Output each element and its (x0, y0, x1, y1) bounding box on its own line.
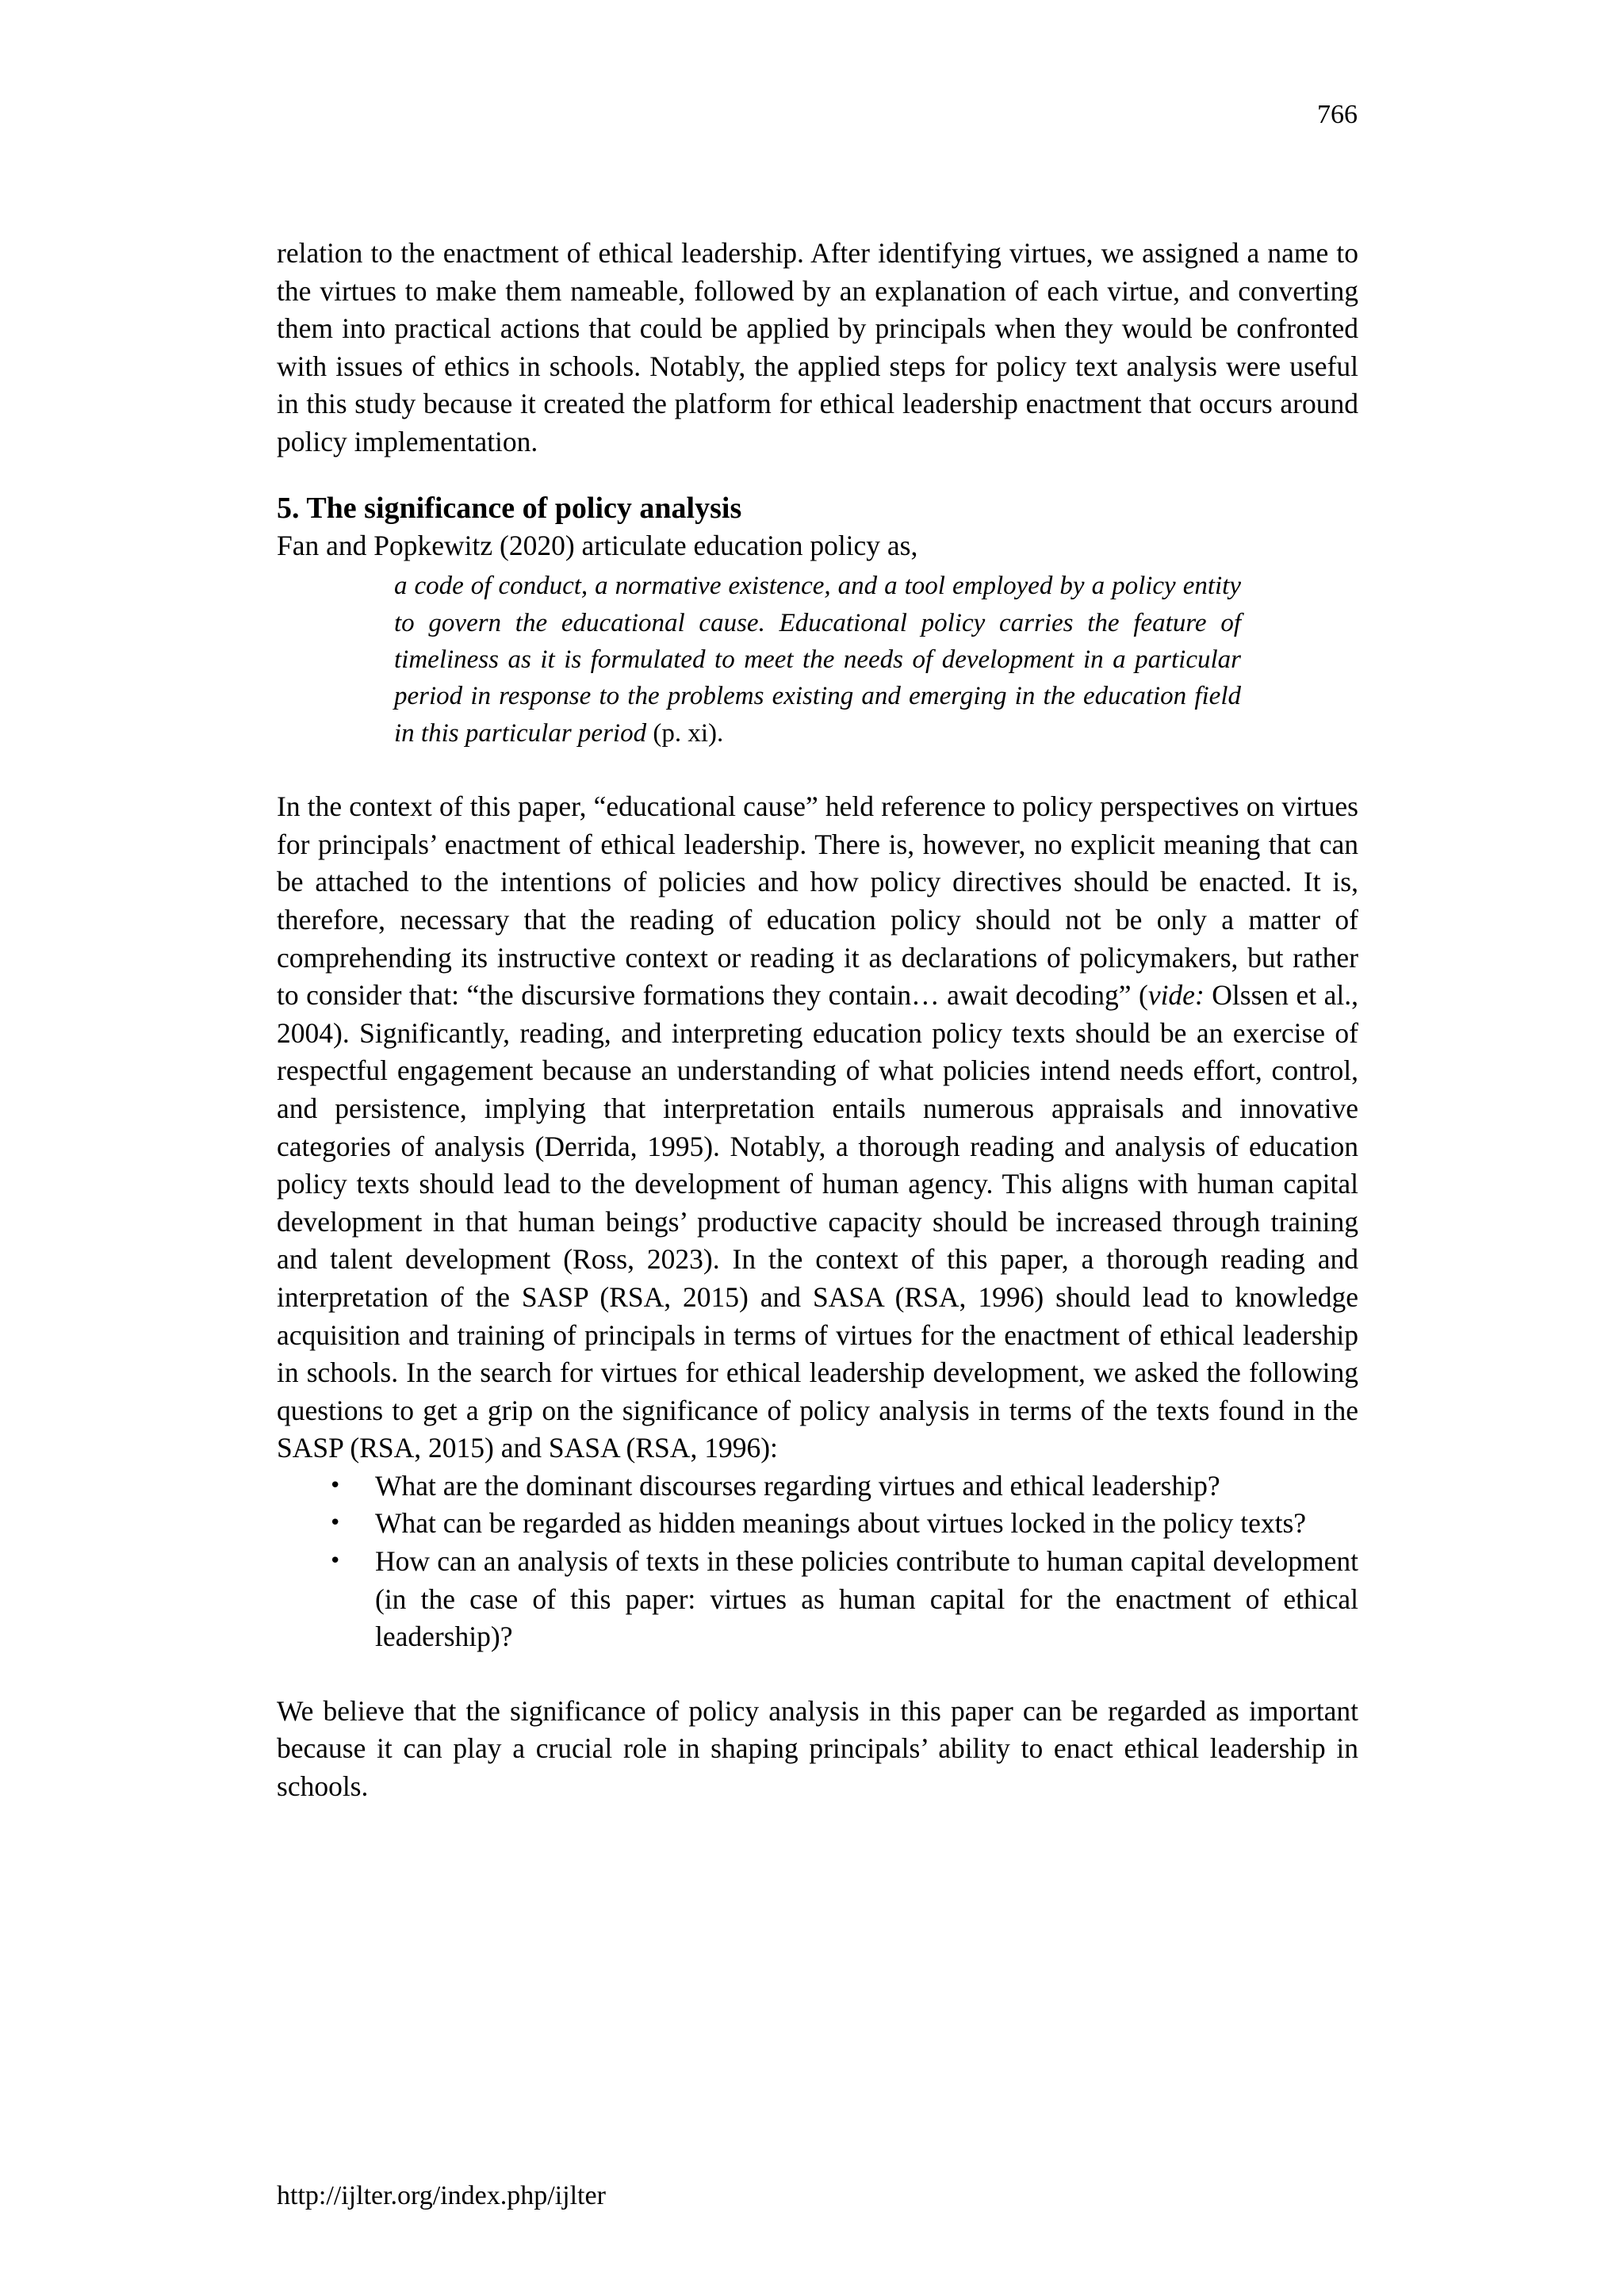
list-item (277, 1505, 1358, 1543)
main-paragraph-part-2: Olssen et al., 2004). Significantly, reading, and interpreting education policy texts should be an exercise of respectful engagement because an understanding of what policies intend needs effort, control, and persistence, implying that interpretation entails numerous appraisals and innovative categories of analysis (Derrida, 1995). Notably, a thorough reading and analysis of education policy texts should lead to the development of human agency. This aligns with human capital development in that human beings’ productive capacity should be increased through training and talent development (Ross, 2023). In the context of this paper, a thorough reading and interpretation of the SASP (RSA, 2015) and SASA (RSA, 1996) should lead to knowledge acquisition and training of principals in terms of virtues for the enactment of ethical leadership in schools. In the search for virtues for ethical leadership development, we asked the following questions to get a grip on the significance of policy analysis in terms of the texts found in the SASP (RSA, 2015) and SASA (RSA, 1996): (277, 979, 1358, 1464)
bullet-icon: • (329, 1549, 342, 1574)
page-number: 766 (1317, 100, 1358, 129)
quote-citation: (p. xi). (646, 718, 724, 748)
quote-intro: Fan and Popkewitz (2020) articulate education policy as, (277, 529, 918, 561)
list-item-text: How can an analysis of texts in these policies contribute to human capital development (in the case of this paper: virtues as human capital for the enactment of ethical leadership)? (375, 1545, 1358, 1653)
question-list (277, 1468, 1358, 1656)
section-heading: 5. The significance of policy analysis (277, 491, 742, 525)
main-paragraph-part-1: In the context of this paper, “educational cause” held reference to policy perspectives on virtues for principals’ enactment of ethical leadership. There is, however, no explicit meaning that can be attached to the intentions of policies and how policy directives should be enacted. It is, therefore, necessary that the reading of education policy should not be only a matter of comprehending its instructive context or reading it as declarations of policymakers, but rather to consider that: “the discursive formations they contain… await decoding” ( (277, 790, 1358, 1012)
block-quote (394, 568, 1241, 752)
bullet-icon: • (329, 1511, 342, 1536)
policy-analysis-section (277, 489, 1358, 1806)
bullet-icon: • (329, 1473, 342, 1498)
footer-url: http://ijlter.org/index.php/ijlter (277, 2181, 606, 2210)
page-content (277, 235, 1358, 1806)
vide-term: vide: (1147, 979, 1205, 1012)
quote-text: a code of conduct, a normative existence, and a tool employed by a policy entity to govern the educational cause. Educational policy carries the feature of timeliness as it is formulated to meet the needs of development in a particular period in response to the problems existing and emerging in the education field in this particular period (394, 572, 1241, 748)
continued-paragraph: relation to the enactment of ethical leadership. After identifying virtues, we assigned a name to the virtues to make them nameable, followed by an explanation of each virtue, and converting them into practical actions that could be applied by principals when they would be confronted with issues of ethics in schools. Notably, the applied steps for policy text analysis were useful in this study because it created the platform for ethical leadership enactment that occurs around policy implementation. (277, 237, 1358, 457)
final-paragraph: We believe that the significance of policy analysis in this paper can be regarded as important because it can play a crucial role in shaping principals’ ability to enact ethical leadership in schools. (277, 1694, 1358, 1803)
list-item-text: What are the dominant discourses regarding virtues and ethical leadership? (375, 1469, 1220, 1502)
main-paragraph (277, 788, 1358, 1468)
list-item-text: What can be regarded as hidden meanings about virtues locked in the policy texts? (375, 1507, 1307, 1540)
list-item (277, 1543, 1358, 1656)
list-item (277, 1468, 1358, 1506)
